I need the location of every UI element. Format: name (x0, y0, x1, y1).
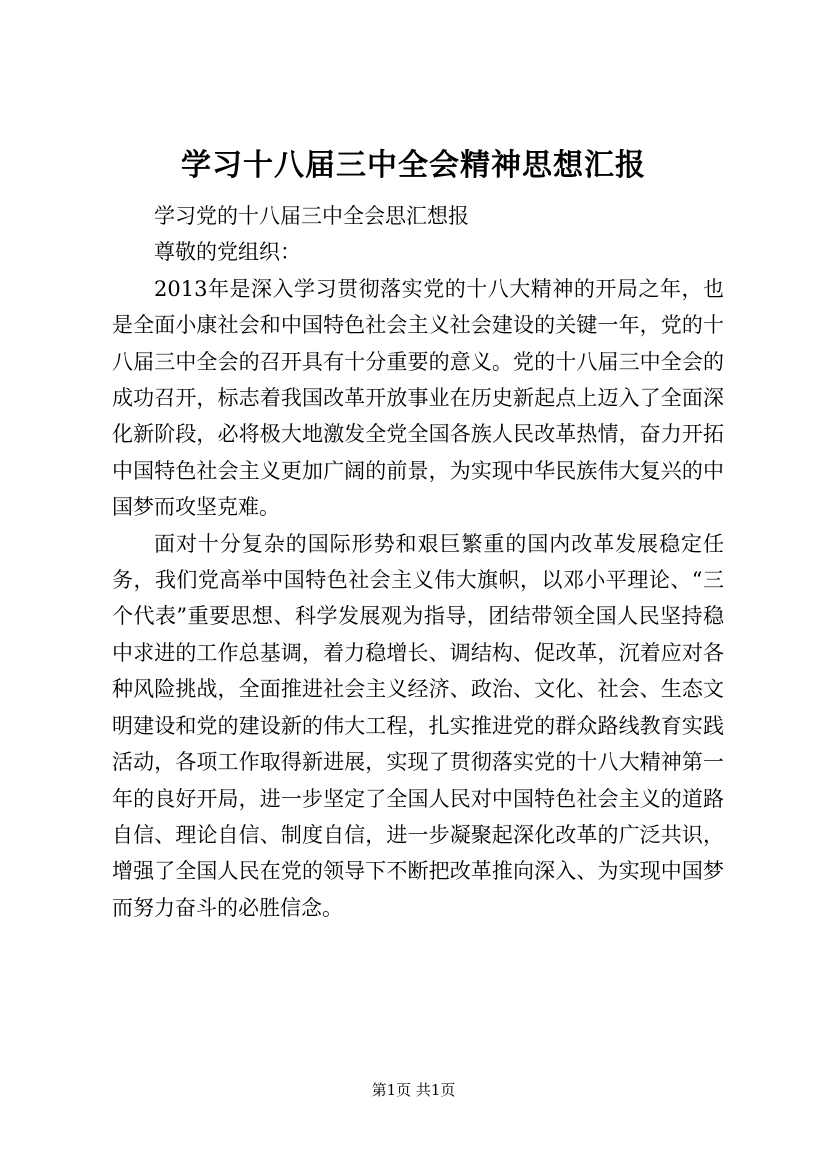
paragraph-2: 面对十分复杂的国际形势和艰巨繁重的国内改革发展稳定任务，我们党高举中国特色社会主义伟大旗帜，以邓小平理论、“三个代表”重要思想、科学发展观为指导，团结带领全国人民坚持稳中求进的工作总基调，着力稳增长、调结构、促改革，沉着应对各种风险挑战，全面推进社会主义经济、政治、文化、社会、生态文明建设和党的建设新的伟大工程，扎实推进党的群众路线教育实践活动，各项工作取得新进展，实现了贯彻落实党的十八大精神第一年的良好开局，进一步坚定了全国人民对中国特色社会主义的道路自信、理论自信、制度自信，进一步凝聚起深化改革的广泛共识，增强了全国人民在党的领导下不断把改革推向深入、为实现中国梦而努力奋斗的必胜信念。 (112, 531, 724, 920)
document-title: 学习十八届三中全会精神思想汇报 (181, 148, 646, 183)
page-number-footer: 第1页 共1页 (371, 1081, 456, 1099)
salutation: 尊敬的党组织： (154, 240, 301, 265)
document-body (112, 198, 724, 926)
paragraph-1: 2013年是深入学习贯彻落实党的十八大精神的开局之年，也是全面小康社会和中国特色社会主义社会建设的关键一年，党的十八届三中全会的召开具有十分重要的意义。党的十八届三中全会的成功召开，标志着我国改革开放事业在历史新起点上迈入了全面深化新阶段，必将极大地激发全党全国各族人民改革热情，奋力开拓中国特色社会主义更加广阔的前景，为实现中华民族伟大复兴的中国梦而攻坚克难。 (112, 276, 724, 520)
document-subtitle: 学习党的十八届三中全会思汇想报 (154, 204, 469, 228)
